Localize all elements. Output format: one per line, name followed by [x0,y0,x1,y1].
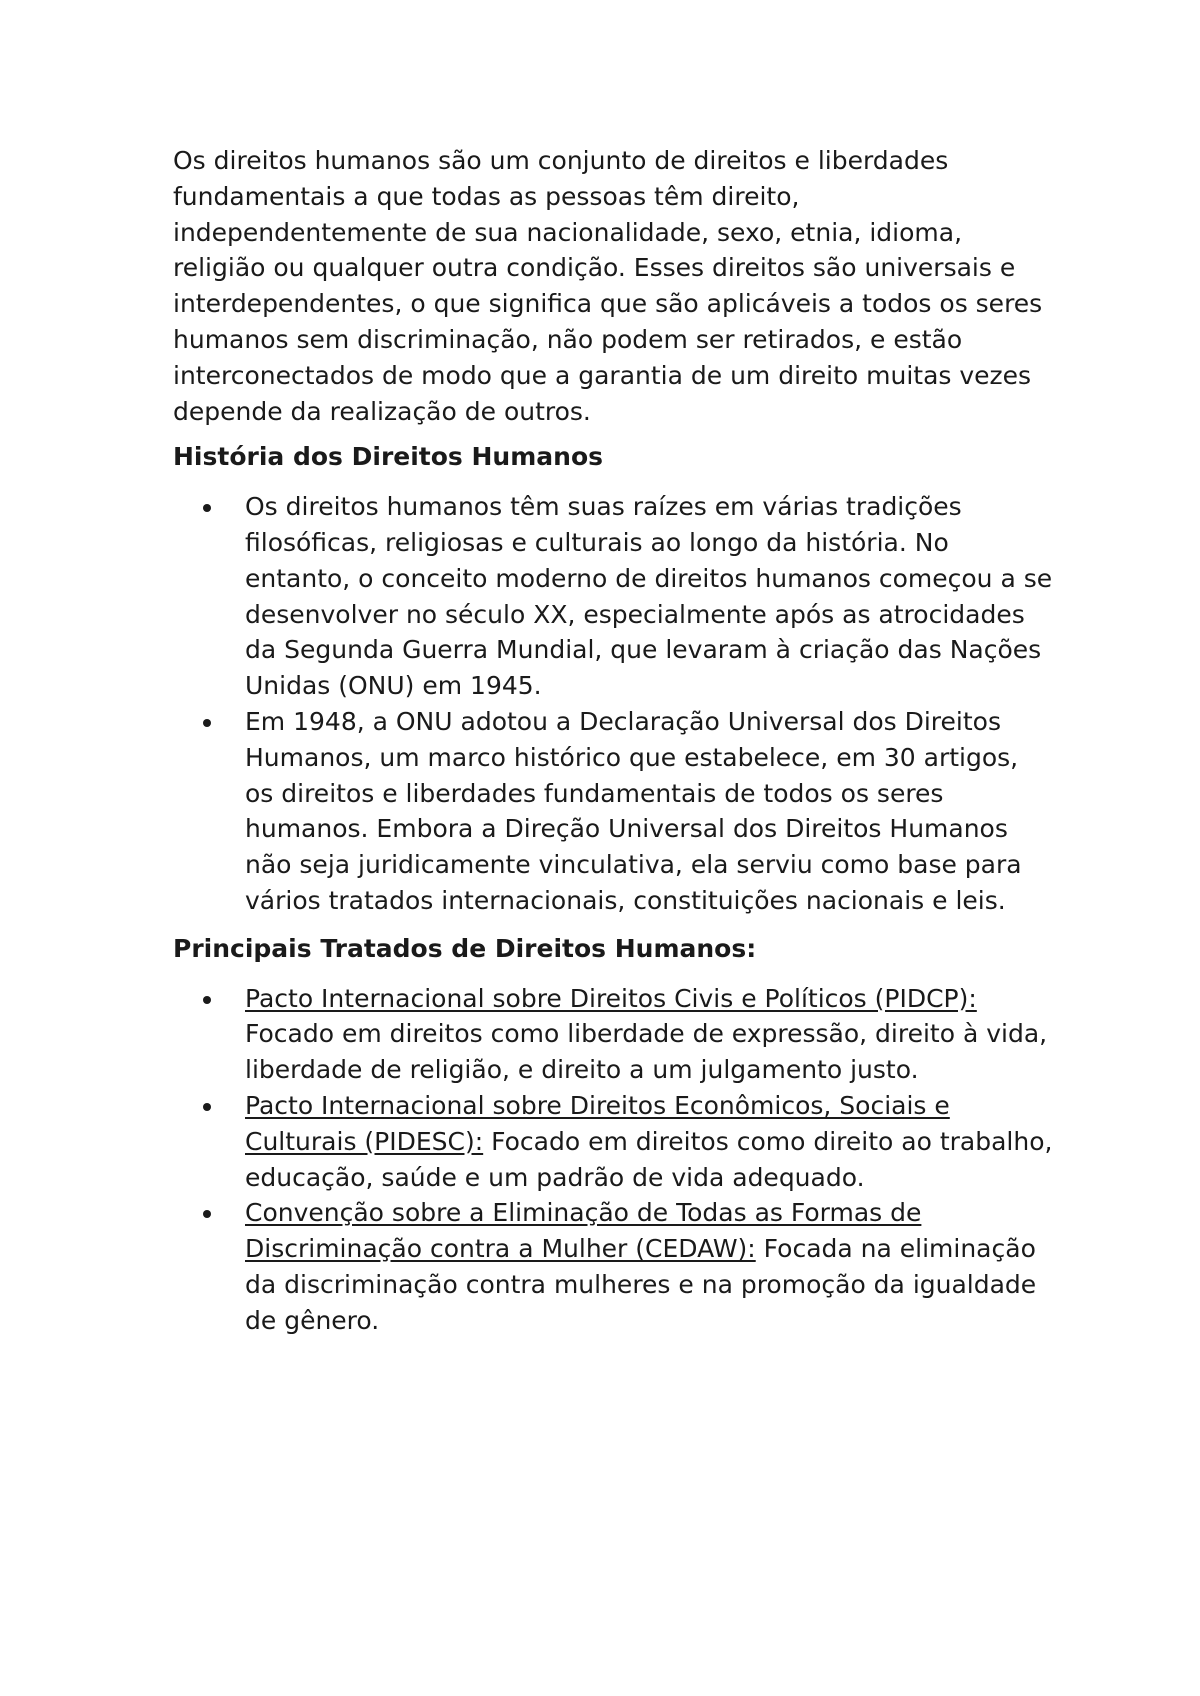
treaty-name: Convenção sobre a Eliminação de Todas as Formas de Discriminação contra a Mulher (CEDAW): [245,1198,922,1264]
treaties-list [173,981,1053,1339]
list-item [245,489,1053,704]
list-item-text: Em 1948, a ONU adotou a Declaração Universal dos Direitos Humanos, um marco histórico que estabelece, em 30 artigos, os direitos e liberdades fundamentais de todos os seres humanos. Embora a Direção Universal dos Direitos Humanos não seja juridicamente vinculativa, ela serviu como base para vários tratados internacionais, constituições nacionais e leis. [245,706,1022,915]
document-page [173,143,1053,1351]
list-item [245,704,1053,919]
bullet-icon [203,1103,211,1111]
list-item [245,1195,1053,1338]
list-item [245,1088,1053,1195]
treaty-description: Focado em direitos como liberdade de expressão, direito à vida, liberdade de religião, e direito a um julgamento justo. [245,1019,1048,1085]
history-heading: História dos Direitos Humanos [173,442,604,472]
list-item-text: Os direitos humanos têm suas raízes em várias tradições filosóficas, religiosas e culturais ao longo da história. No entanto, o conceito moderno de direitos humanos começou a se desenvolver no século XX, especialmente após as atrocidades da Segunda Guerra Mundial, que levaram à criação das Nações Unidas (ONU) em 1945. [245,492,1053,701]
history-list [173,489,1053,919]
list-item [245,981,1053,1088]
treaty-description: Focado em direitos como direito ao trabalho, educação, saúde e um padrão de vida adequado. [245,1126,1053,1192]
treaty-name: Pacto Internacional sobre Direitos Econômicos, Sociais e Culturais (PIDESC): [245,1090,950,1156]
treaty-description: Focada na eliminação da discriminação contra mulheres e na promoção da igualdade de gênero. [245,1234,1037,1335]
treaty-name: Pacto Internacional sobre Direitos Civis e Políticos (PIDCP): [245,983,977,1013]
intro-paragraph: Os direitos humanos são um conjunto de direitos e liberdades fundamentais a que todas as pessoas têm direito, independentemente de sua nacionalidade, sexo, etnia, idioma, religião ou qualquer outra condição. Esses direitos são universais e interdependentes, o que significa que são aplicáveis a todos os seres humanos sem discriminação, não podem ser retirados, e estão interconectados de modo que a garantia de um direito muitas vezes depende da realização de outros. [173,146,1043,426]
bullet-icon [203,504,211,512]
bullet-icon [203,996,211,1004]
bullet-icon [203,1210,211,1218]
treaties-heading: Principais Tratados de Direitos Humanos: [173,933,757,963]
bullet-icon [203,719,211,727]
